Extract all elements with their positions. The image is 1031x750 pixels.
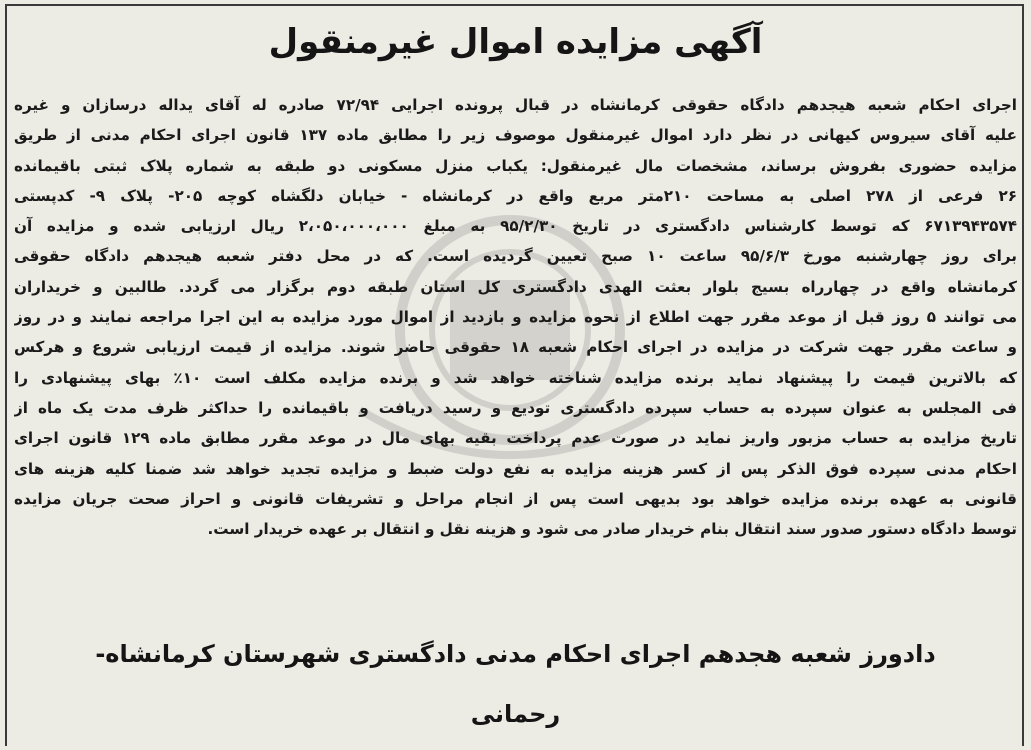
notice-line: ۲۶ فرعی از ۲۷۸ اصلی به مساحت ۲۱۰متر مربع واقع در کرمانشاه - خیابان دلگشاه کوچه ۲۰۵- پلاک ۹- کدپستی	[14, 186, 1017, 205]
notice-line: علیه آقای سیروس کیهانی در نظر دارد اموال غیرمنقول موصوف زیر را مطابق ماده ۱۳۷ قانون اجرای احکام مدنی از طریق	[14, 126, 1017, 145]
notice-line: احکام مدنی سپرده فوق الذکر پس از کسر هزینه مزایده به نفع دولت ضبط و مزایده تجدید خواهد شد ضمنا کلیه هزینه های	[14, 459, 1017, 478]
signature-title: دادورز شعبه هجدهم اجرای احکام مدنی دادگستری شهرستان کرمانشاه-	[95, 640, 936, 668]
notice-line: توسط دادگاه دستور صدور سند انتقال بنام خریدار صادر می شود و هزینه نقل و انتقال بر عهده خریدار است.	[207, 520, 1017, 539]
notice-body	[14, 90, 1017, 544]
notice-line: برای روز چهارشنبه مورخ ۹۵/۶/۳ ساعت ۱۰ صبح تعیین گردیده است. که در محل دفتر شعبه هیجدهم دادگاه حقوقی	[14, 247, 1017, 266]
notice-line: قانونی به عهده برنده مزایده خواهد بود بدیهی است پس از انجام مراحل و تشریفات قانونی و احراز صحت جریان مزایده	[14, 489, 1017, 508]
notice-line: مزایده حضوری بفروش برساند، مشخصات مال غیرمنقول: یکباب منزل مسکونی دو طبقه به شماره پلاک ثبتی باقیمانده	[14, 156, 1017, 175]
signature-name: رحمانی	[470, 700, 561, 728]
notice-line: و ساعت مقرر جهت شرکت در مزایده در اجرای احکام شعبه ۱۸ حقوقی حاضر شوند. مزایده از قیمت ارزیابی شروع و هرکس	[14, 338, 1017, 357]
notice-line: می توانند ۵ روز قبل از موعد مقرر جهت اطلاع از نحوه مزایده و بازدید از اموال مورد مزایده به این اجرا مراجعه نمایند و در روز	[14, 308, 1017, 327]
notice-line: تاریخ مزایده به حساب مزبور واریز نماید در صورت عدم پرداخت بقیه بهای مال در موعد مقرر مطابق ماده ۱۲۹ قانون اجرای	[14, 429, 1017, 448]
notice-line: که بالاترین قیمت را پیشنهاد نماید برنده مزایده شناخته خواهد شد و برنده مزایده مکلف است ۱۰٪ بهای پیشنهادی را	[14, 368, 1017, 387]
notice-line: ۶۷۱۳۹۴۳۵۷۴ که توسط کارشناس دادگستری در تاریخ ۹۵/۲/۳۰ به مبلغ ۲،۰۵۰،۰۰۰،۰۰۰ ریال ارزیابی شده و مزایده آن	[14, 217, 1017, 236]
notice-line: کرمانشاه واقع در چهارراه بسیج بلوار بعثت الهدی دادگستری کل استان طبقه دوم برگزار می گردد. طالبین و خریداران	[14, 277, 1017, 296]
notice-line: فی المجلس به عنوان سپرده به حساب سپرده دادگستری تودیع و رسید دریافت و باقیمانده را حداکثر ظرف مدت یک ماه از	[14, 398, 1017, 417]
notice-line: اجرای احکام شعبه هیجدهم دادگاه حقوقی کرمانشاه در قبال پرونده اجرایی ۷۲/۹۴ صادره له آقای یداله درسازان و غیره	[14, 96, 1017, 114]
notice-title: آگهی مزایده اموال غیرمنقول	[268, 22, 763, 62]
